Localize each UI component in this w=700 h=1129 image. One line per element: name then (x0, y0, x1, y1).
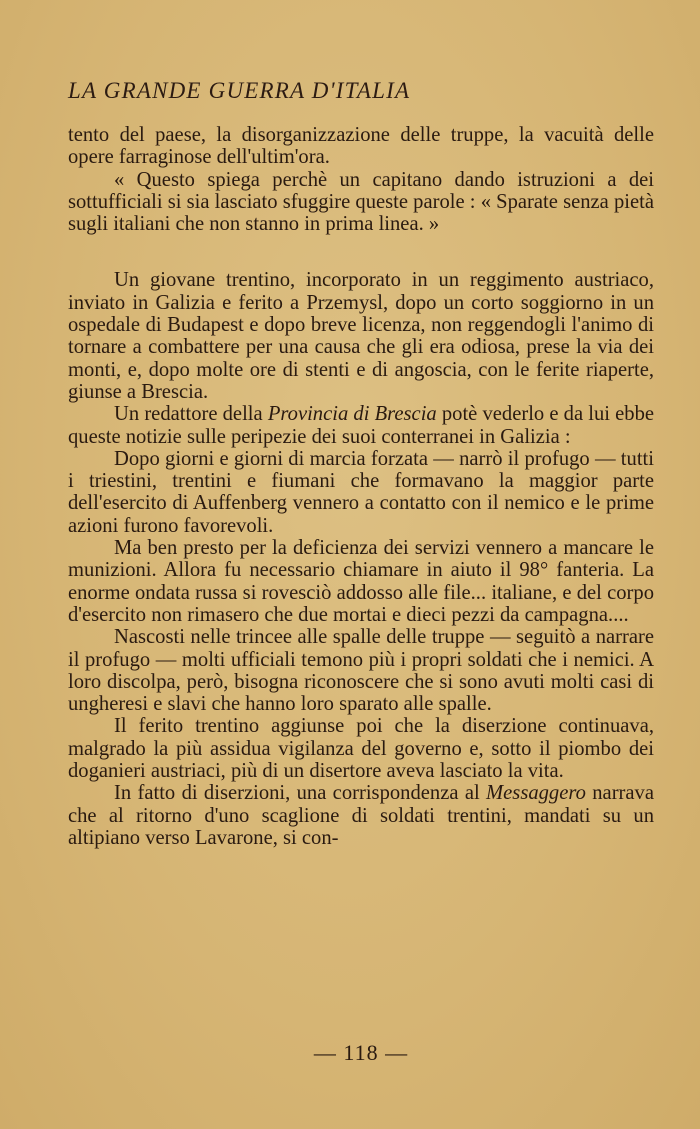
paragraph: Il ferito trentino aggiunse poi che la diserzione continuava, malgrado la più assidua vigilanza del governo e, sotto il piombo dei doganieri austriaci, più di un disertore aveva lasciato la vita. (68, 715, 654, 783)
paragraph: Un giovane trentino, incorporato in un reggimento austriaco, inviato in Galizia e ferito a Przemysl, dopo un corto soggiorno in un ospedale di Budapest e dopo breve licenza, non reggendogli l'animo di tornare a combattere per una causa che gli era odiosa, prese la via dei monti, e, dopo molte ore di stenti e di angoscia, con le ferite riaperte, giunse a Brescia. (68, 269, 654, 403)
book-page (68, 0, 654, 1129)
body-text (68, 124, 654, 849)
paragraph: tento del paese, la disorganizzazione delle truppe, la vacuità delle opere farraginose dell'ultim'ora. (68, 124, 654, 169)
paragraph-text: narrava che al ritorno d'uno scaglione di soldati trentini, mandati su un altipiano verso Lavarone, si con- (68, 782, 654, 849)
paragraph-text: In fatto di diserzioni, una corrispondenza al (114, 782, 487, 805)
page-number: — 118 — (313, 1040, 409, 1065)
newspaper-title: Messaggero (486, 782, 586, 805)
paragraph (68, 403, 654, 448)
newspaper-title: Provincia di Brescia (267, 403, 437, 426)
running-title: LA GRANDE GUERRA D'ITALIA (68, 78, 411, 103)
paragraph-text: Un redattore della (114, 403, 268, 426)
paragraph: Nascosti nelle trincee alle spalle delle truppe — seguitò a narrare il profugo — molti ufficiali temono più i propri soldati che i nemici. A loro discolpa, però, bisogna riconoscere che si sono avuti molti casi di ungheresi e slavi che hanno loro sparato alle spalle. (68, 626, 654, 716)
paragraph-text: potè vederlo e da lui ebbe queste notizie sulle peripezie dei suoi conterranei in Galizia : (68, 403, 655, 448)
section-break (68, 235, 654, 269)
paragraph: « Questo spiega perchè un capitano dando istruzioni a dei sottufficiali si sia lasciato sfuggire queste parole : « Sparate senza pietà sugli italiani che non stanno in prima linea. » (68, 168, 654, 236)
paragraph (68, 782, 654, 849)
paragraph: Dopo giorni e giorni di marcia forzata — narrò il profugo — tutti i triestini, trentini e fiumani che formavano la maggior parte dell'esercito di Auffenberg vennero a contatto con il nemico e le prime azioni furono favorevoli. (68, 447, 654, 537)
paragraph: Ma ben presto per la deficienza dei servizi vennero a mancare le munizioni. Allora fu necessario chiamare in aiuto il 98° fanteria. La enorme ondata russa si rovesciò addosso alle file... italiane, e del corpo d'esercito non rimasero che due mortai e dieci pezzi da campagna.... (68, 537, 654, 626)
